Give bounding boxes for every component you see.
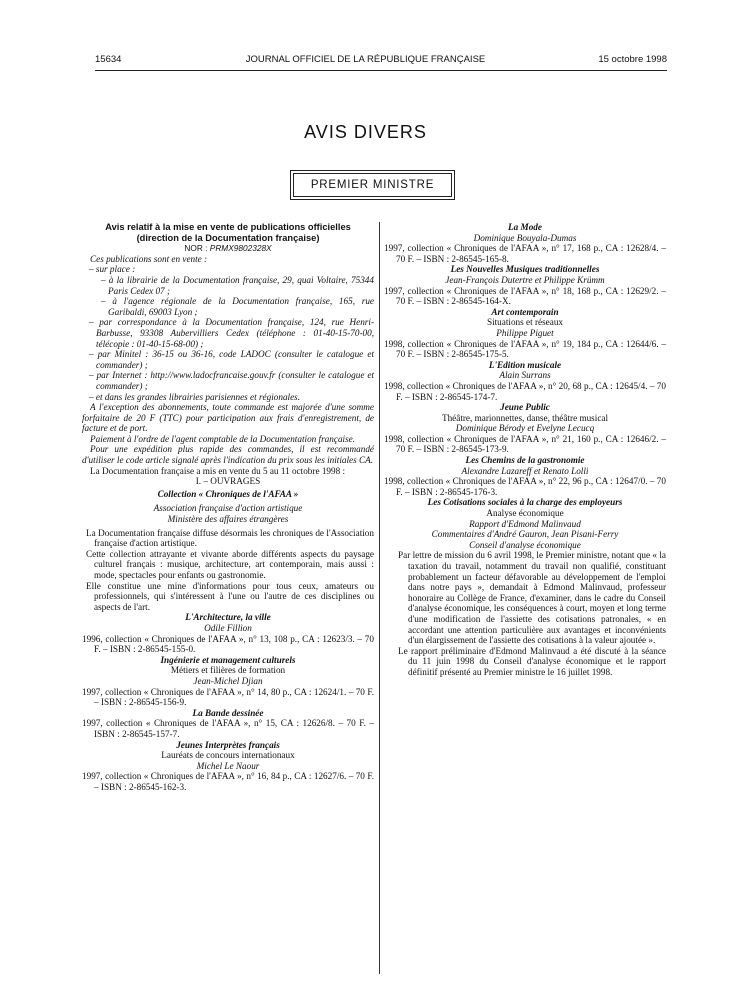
entry-author: Jean-Michel Djian (193, 675, 263, 686)
nor-value: PRMX9802328X (209, 243, 272, 254)
entry-ref: 1998, collection « Chroniques de l'AFAA », n° 20, 68 p., CA : 12645/4. – 70 F. – ISBN : 2-86545-174-7. (384, 380, 666, 402)
ministry-line: Ministère des affaires étrangères (167, 514, 289, 525)
entry-ref: 1996, collection « Chroniques de l'AFAA », n° 13, 108 p., CA : 12623/3. – 70 F. – ISBN : 2-86545-155-0. (82, 633, 374, 655)
left-column (82, 222, 374, 792)
entry-subtitle: Situations et réseaux (486, 317, 564, 328)
entry-title: Jeunes Interprètes français (176, 739, 280, 750)
nor-reference (82, 243, 374, 254)
section-heading: I. – OUVRAGES (195, 476, 261, 487)
association-line: Association française d'action artistique (153, 503, 303, 514)
entry-author: Dominique Bérody et Evelyne Lecucq (455, 423, 595, 434)
list-item: – à l'agence régionale de la Documentation française, 165, rue Garibaldi, 69003 Lyon ; (101, 296, 374, 317)
nor-label: NOR : (184, 243, 208, 254)
paragraph: Pour une expédition plus rapide des commandes, il est recommandé d'utiliser le code article signalé après l'indication du prix sous les initiales CA. (82, 444, 374, 466)
entry-subtitle: Métiers et filières de formation (170, 665, 286, 676)
section-title: AVIS DIVERS (304, 122, 427, 142)
entry-title: Les Nouvelles Musiques traditionnelles (450, 264, 600, 275)
cotisations-subtitle: Analyse économique (486, 508, 564, 519)
entry-title: Jeune Public (500, 402, 550, 413)
notice-title-line1: Avis relatif à la mise en vente de publications officielles (105, 222, 351, 232)
list-item: – par Minitel : 36-15 ou 36-16, code LADOC (consulter le catalogue et commander) ; (89, 349, 374, 370)
entry-author: Dominique Bouyala-Dumas (473, 232, 577, 243)
entry-author: Alain Surrans (499, 370, 551, 381)
cotisations-title: Les Cotisations sociales à la charge des employeurs (427, 497, 623, 508)
paragraph: La Documentation française a mis en vente du 5 au 11 octobre 1998 : (90, 465, 346, 476)
cotisations-paragraph: Par lettre de mission du 6 avril 1998, le Premier ministre, notant que « la taxation du travail, notamment du travail non qualifié, constituant probablement un facteur défavorable au développement de l'emploi dans notre pays », demandait à Edmond Malinvaud, professeur honoraire au Collège de France, d'examiner, dans le cadre du Conseil d'analyse économique, les conséquences à court, moyen et long terme d'une modification de l'assiette des cotisations patronales, « en accordant une attention particulière aux avantages et inconvénients d'un élargissement de l'assiette des cotisations à la valeur ajoutée ». (398, 550, 666, 646)
entry-author: Odile Fillion (204, 622, 252, 633)
entry-title: Les Chemins de la gastronomie (465, 455, 585, 466)
commentaires-line: Commentaires d'André Gauron, Jean Pisani-Ferry (431, 529, 619, 540)
entry-title: L'Edition musicale (488, 359, 562, 370)
paragraph: A l'exception des abonnements, toute commande est majorée d'une somme forfaitaire de 20 F (TTC) pour participation aux frais d'enregistrement, de facture et de port. (82, 402, 374, 434)
list-item: – par correspondance à la Documentation française, 124, rue Henri-Barbusse, 93308 Aubervilliers Cedex (téléphone : 01-40-15-70-00, télécopie : 01-40-15-68-00) ; (89, 317, 374, 349)
page-number: 15634 (95, 54, 122, 65)
entry-author: Michel Le Naour (196, 760, 260, 771)
entry-ref: 1997, collection « Chroniques de l'AFAA », n° 18, 168 p., CA : 12629/2. – 70 F. – ISBN : 2-86545-164-X. (384, 285, 666, 307)
list-item: – par Internet : http://www.ladocfrancaise.gouv.fr (consulter le catalogue et commander) ; (89, 370, 374, 391)
collection-heading: Collection « Chroniques de l'AFAA » (157, 488, 299, 499)
description: Cette collection attrayante et vivante aborde différents aspects du paysage culturel français : musique, architecture, art contemporain, mais aussi : mode, spectacles pour enfants ou gastronomie. (86, 548, 374, 580)
entry-subtitle: Théâtre, marionnettes, danse, théâtre musical (441, 412, 609, 423)
entry-title: Art contemporain (491, 306, 559, 317)
entry-author: Alexandre Lazareff et Renato Lolli (461, 465, 589, 476)
list-item: – et dans les grandes librairies parisiennes et régionales. (89, 391, 301, 402)
entry-author: Jean-François Dutertre et Philippe Krümm (445, 274, 605, 285)
rapport-line: Rapport d'Edmond Malinvaud (469, 518, 581, 529)
entry-ref: 1997, collection « Chroniques de l'AFAA », n° 17, 168 p., CA : 12628/4. – 70 F. – ISBN : 2-86545-165-8. (384, 243, 666, 264)
conseil-line: Conseil d'analyse économique (469, 539, 581, 550)
description: Elle constitue une mine d'informations pour tous ceux, amateurs ou professionnels, qui s'intéressent à l'une ou l'autre de ces disciplines ou aspects de l'art. (86, 580, 374, 612)
header-rule (95, 70, 667, 71)
paragraph: Paiement à l'ordre de l'agent comptable de la Documentation française. (90, 433, 356, 444)
entry-subtitle: Lauréats de concours internationaux (161, 750, 295, 761)
right-column (384, 222, 666, 678)
cotisations-paragraph: Le rapport préliminaire d'Edmond Malinvaud a été discuté à la séance du 11 juin 1998 du Conseil d'analyse économique et le rapport définitif présenté au Premier ministre le 16 juillet 1998. (398, 645, 666, 677)
entry-ref: 1998, collection « Chroniques de l'AFAA », n° 19, 184 p., CA : 12644/6. – 70 F. – ISBN : 2-86545-175-5. (384, 338, 666, 360)
entry-ref: 1998, collection « Chroniques de l'AFAA », n° 21, 160 p., CA : 12646/2. – 70 F. – ISBN : 2-86545-173-9. (384, 433, 666, 455)
page-header (0, 54, 731, 70)
column-divider (379, 222, 380, 974)
entry-author: Philippe Piguet (496, 327, 554, 338)
issue-date: 15 octobre 1998 (598, 54, 667, 65)
description: La Documentation française diffuse désormais les chroniques de l'Association française d'action artistique. (86, 527, 374, 549)
journal-title: JOURNAL OFFICIEL DE LA RÉPUBLIQUE FRANÇAISE (245, 54, 486, 65)
entry-title: La Mode (508, 222, 542, 232)
entry-ref: 1997, collection « Chroniques de l'AFAA », n° 16, 84 p., CA : 12627/6. – 70 F. – ISBN : 2-86545-162-3. (82, 771, 374, 792)
entry-ref: 1998, collection « Chroniques de l'AFAA », n° 22, 96 p., CA : 12647/0. – 70 F. – ISBN : 2-86545-176-3. (384, 476, 666, 497)
entry-ref: 1997, collection « Chroniques de l'AFAA », n° 15, CA : 12626/8. – 70 F. – ISBN : 2-86545-157-7. (82, 718, 374, 739)
entry-title: Ingénierie et management culturels (160, 654, 296, 665)
notice-title-line2: (direction de la Documentation française) (136, 232, 320, 243)
intro-text: Ces publications sont en vente : (90, 253, 208, 264)
entry-title: La Bande dessinée (192, 707, 264, 718)
list-item: – à la librairie de la Documentation française, 29, quai Voltaire, 75344 Paris Cedex 07 ; (101, 274, 374, 296)
entry-ref: 1997, collection « Chroniques de l'AFAA », n° 14, 80 p., CA : 12624/1. – 70 F. – ISBN : 2-86545-156-9. (82, 686, 374, 708)
list-item: – sur place : (89, 264, 136, 275)
ministry-box: PREMIER MINISTRE (293, 173, 452, 197)
entry-title: L'Architecture, la ville (185, 612, 271, 623)
